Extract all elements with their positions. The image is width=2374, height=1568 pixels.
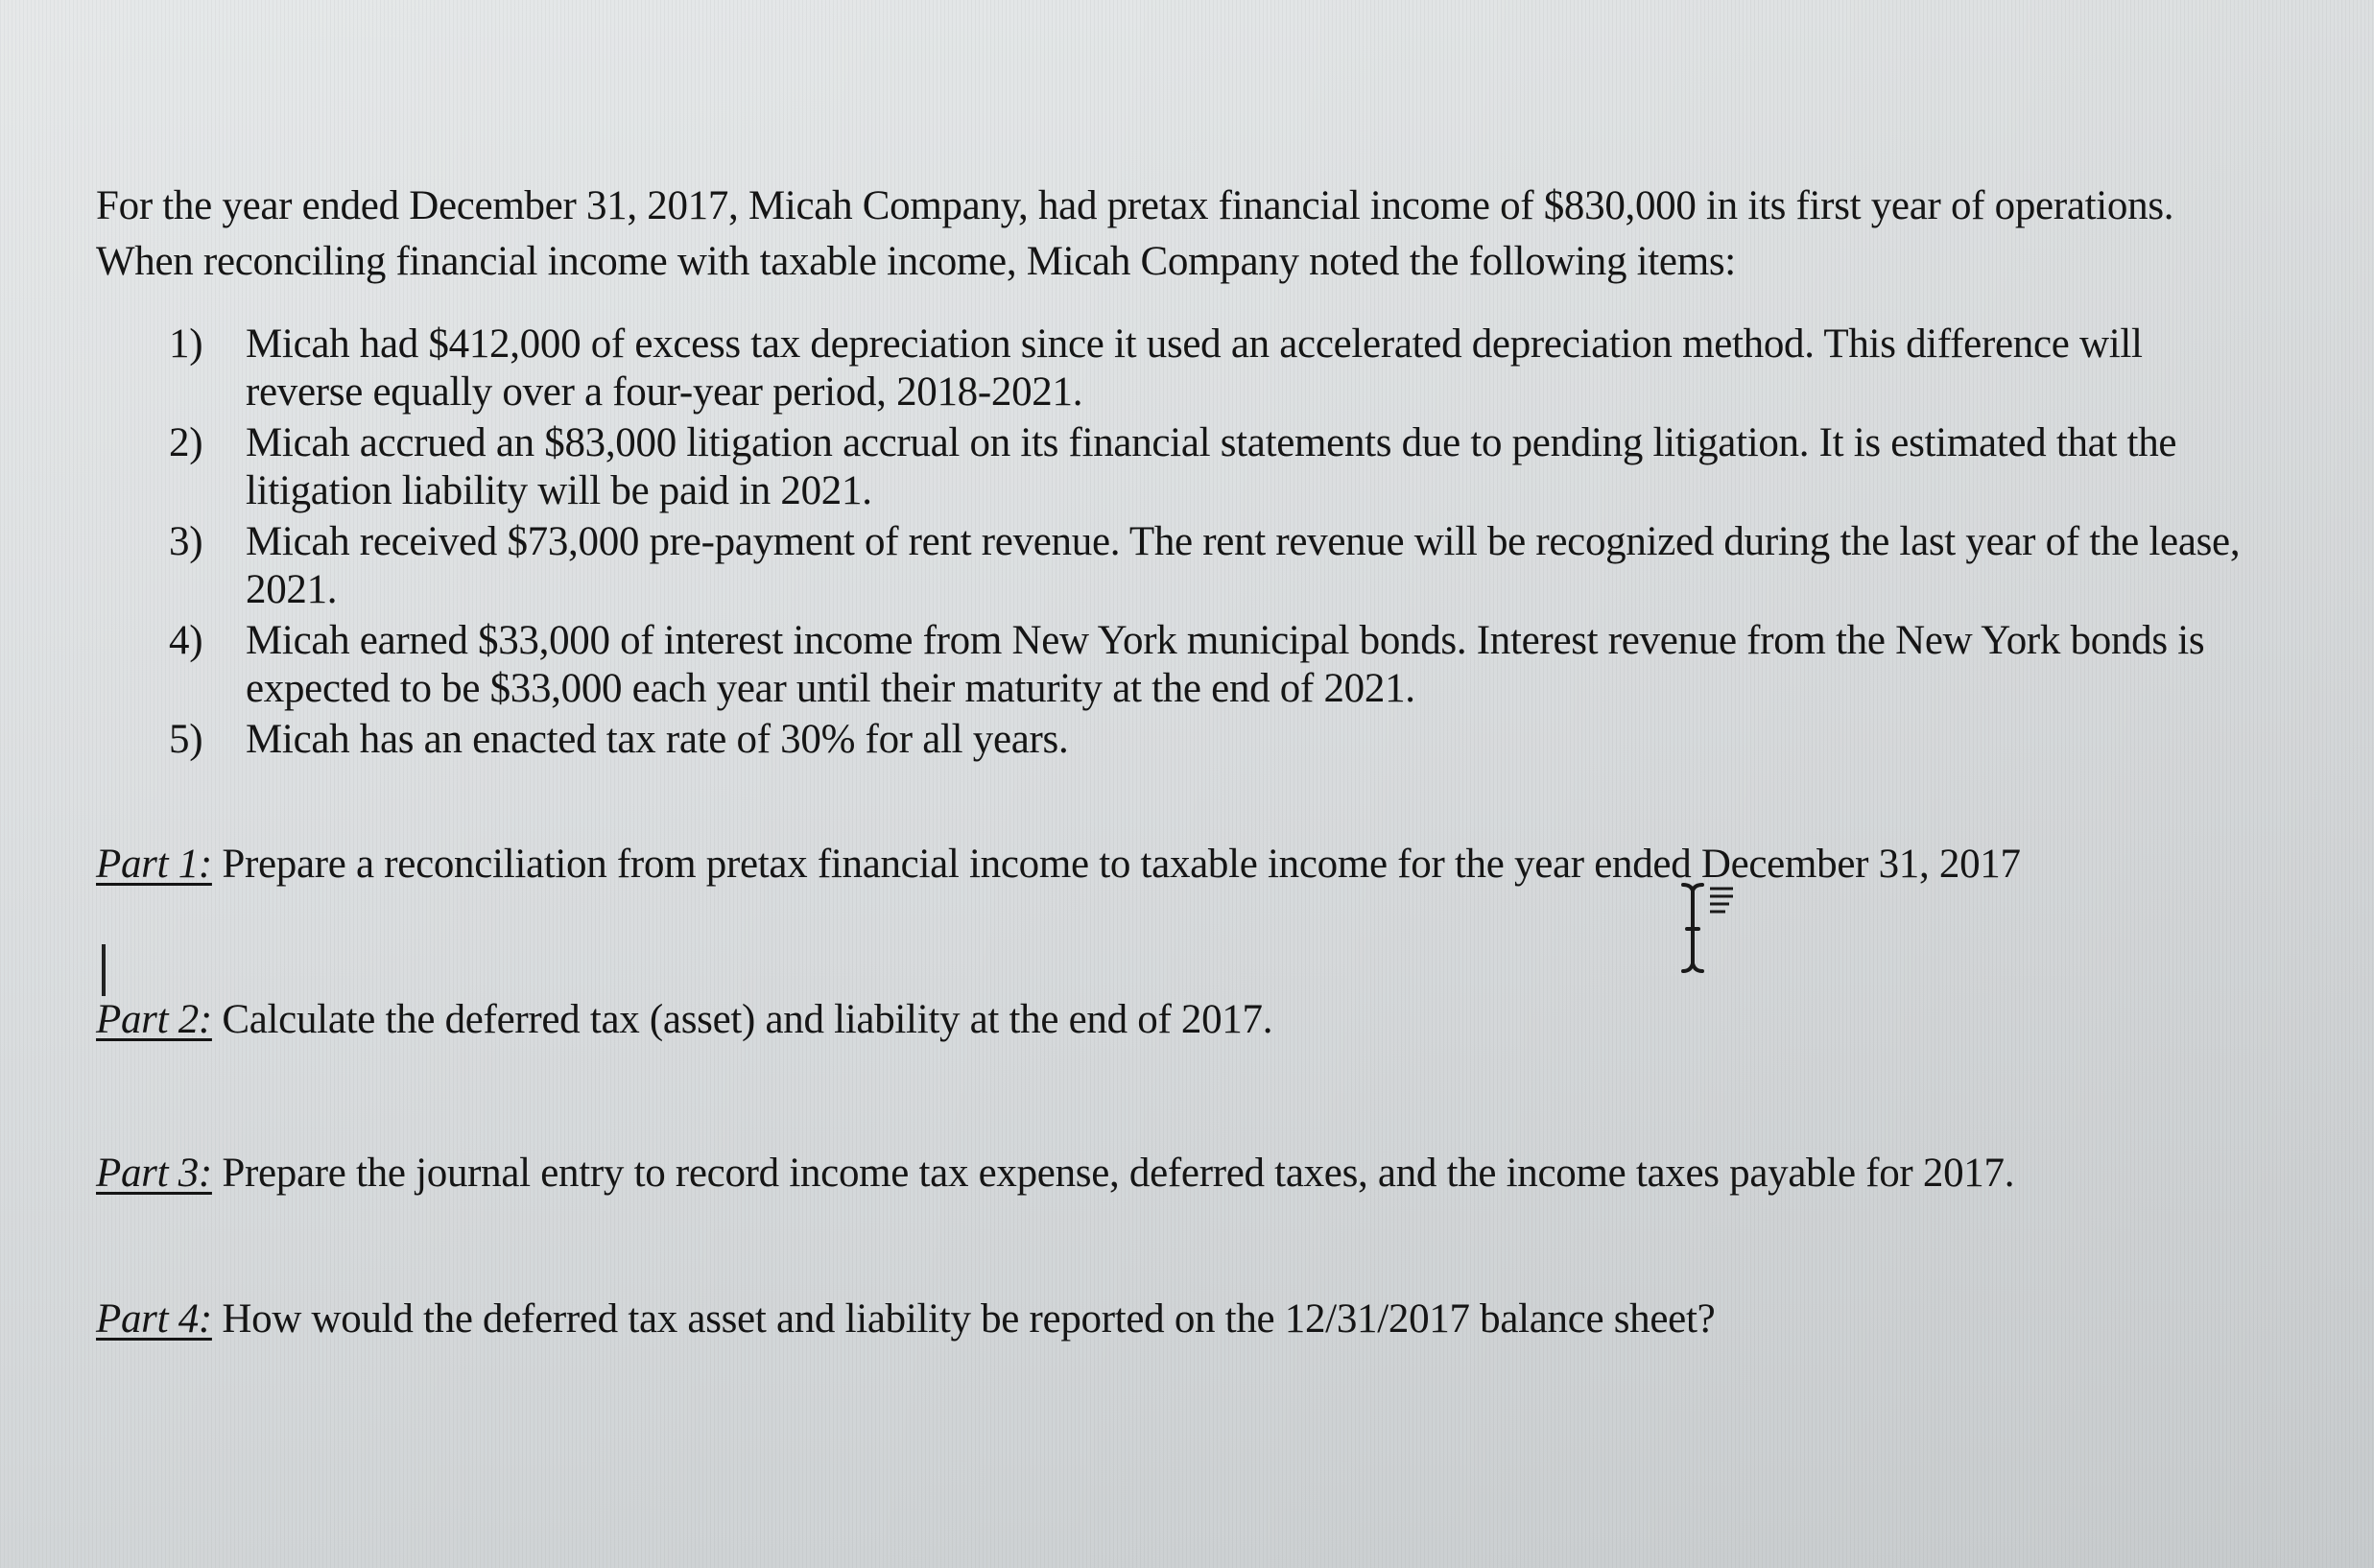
- item-number: 5): [169, 717, 203, 762]
- part-4-prompt[interactable]: [96, 1292, 1715, 1347]
- item-number: 2): [169, 420, 203, 465]
- part-2-label: Part 2:: [96, 997, 212, 1042]
- part-2-text: Calculate the deferred tax (asset) and liability at the end of 2017.: [211, 997, 1273, 1042]
- list-item: [96, 518, 2265, 614]
- item-text: Micah has an enacted tax rate of 30% for all years.: [246, 717, 1069, 762]
- part-3-prompt[interactable]: [96, 1146, 2014, 1201]
- part-3-label: Part 3:: [96, 1151, 212, 1196]
- item-number: 1): [169, 321, 203, 367]
- list-item: [96, 617, 2265, 713]
- item-text: Micah had $412,000 of excess tax depreciation since it used an accelerated depreciation method. This difference will reverse equally over a four-year period, 2018-2021.: [246, 321, 2143, 415]
- part-3-text: Prepare the journal entry to record income tax expense, deferred taxes, and the income taxes payable for 2017.: [211, 1151, 2015, 1196]
- item-text: Micah accrued an $83,000 litigation accrual on its financial statements due to pending litigation. It is estimated that the litigation liability will be paid in 2021.: [246, 420, 2177, 513]
- problem-intro: For the year ended December 31, 2017, Micah Company, had pretax financial income of $830,000 in its first year of operations. When reconciling financial income with taxable income, Micah Company noted the following items:: [96, 183, 2174, 284]
- item-text: Micah earned $33,000 of interest income from New York municipal bonds. Interest revenue from the New York bonds is expected to be $33,000 each year until their maturity at the end of 2021.: [246, 618, 2205, 711]
- part-1-text: Prepare a reconciliation from pretax financial income to taxable income for the year ended December 31, 2017: [211, 842, 2021, 887]
- document-body: [96, 178, 2265, 1342]
- list-item: [96, 419, 2265, 515]
- item-list: [96, 321, 2265, 764]
- text-select-cursor-icon: [1681, 881, 1735, 977]
- list-item: [96, 716, 2265, 764]
- part-4-text: How would the deferred tax asset and liability be reported on the 12/31/2017 balance sheet?: [211, 1296, 1716, 1342]
- item-text: Micah received $73,000 pre-payment of rent revenue. The rent revenue will be recognized during the last year of the lease, 2021.: [246, 519, 2241, 612]
- list-item: [96, 321, 2265, 416]
- item-number: 3): [169, 519, 203, 564]
- text-insertion-caret[interactable]: [102, 944, 106, 996]
- part-1-label: Part 1:: [96, 842, 212, 887]
- part-4-label: Part 4:: [96, 1296, 212, 1342]
- item-number: 4): [169, 618, 203, 663]
- part-2-prompt[interactable]: [96, 992, 1272, 1048]
